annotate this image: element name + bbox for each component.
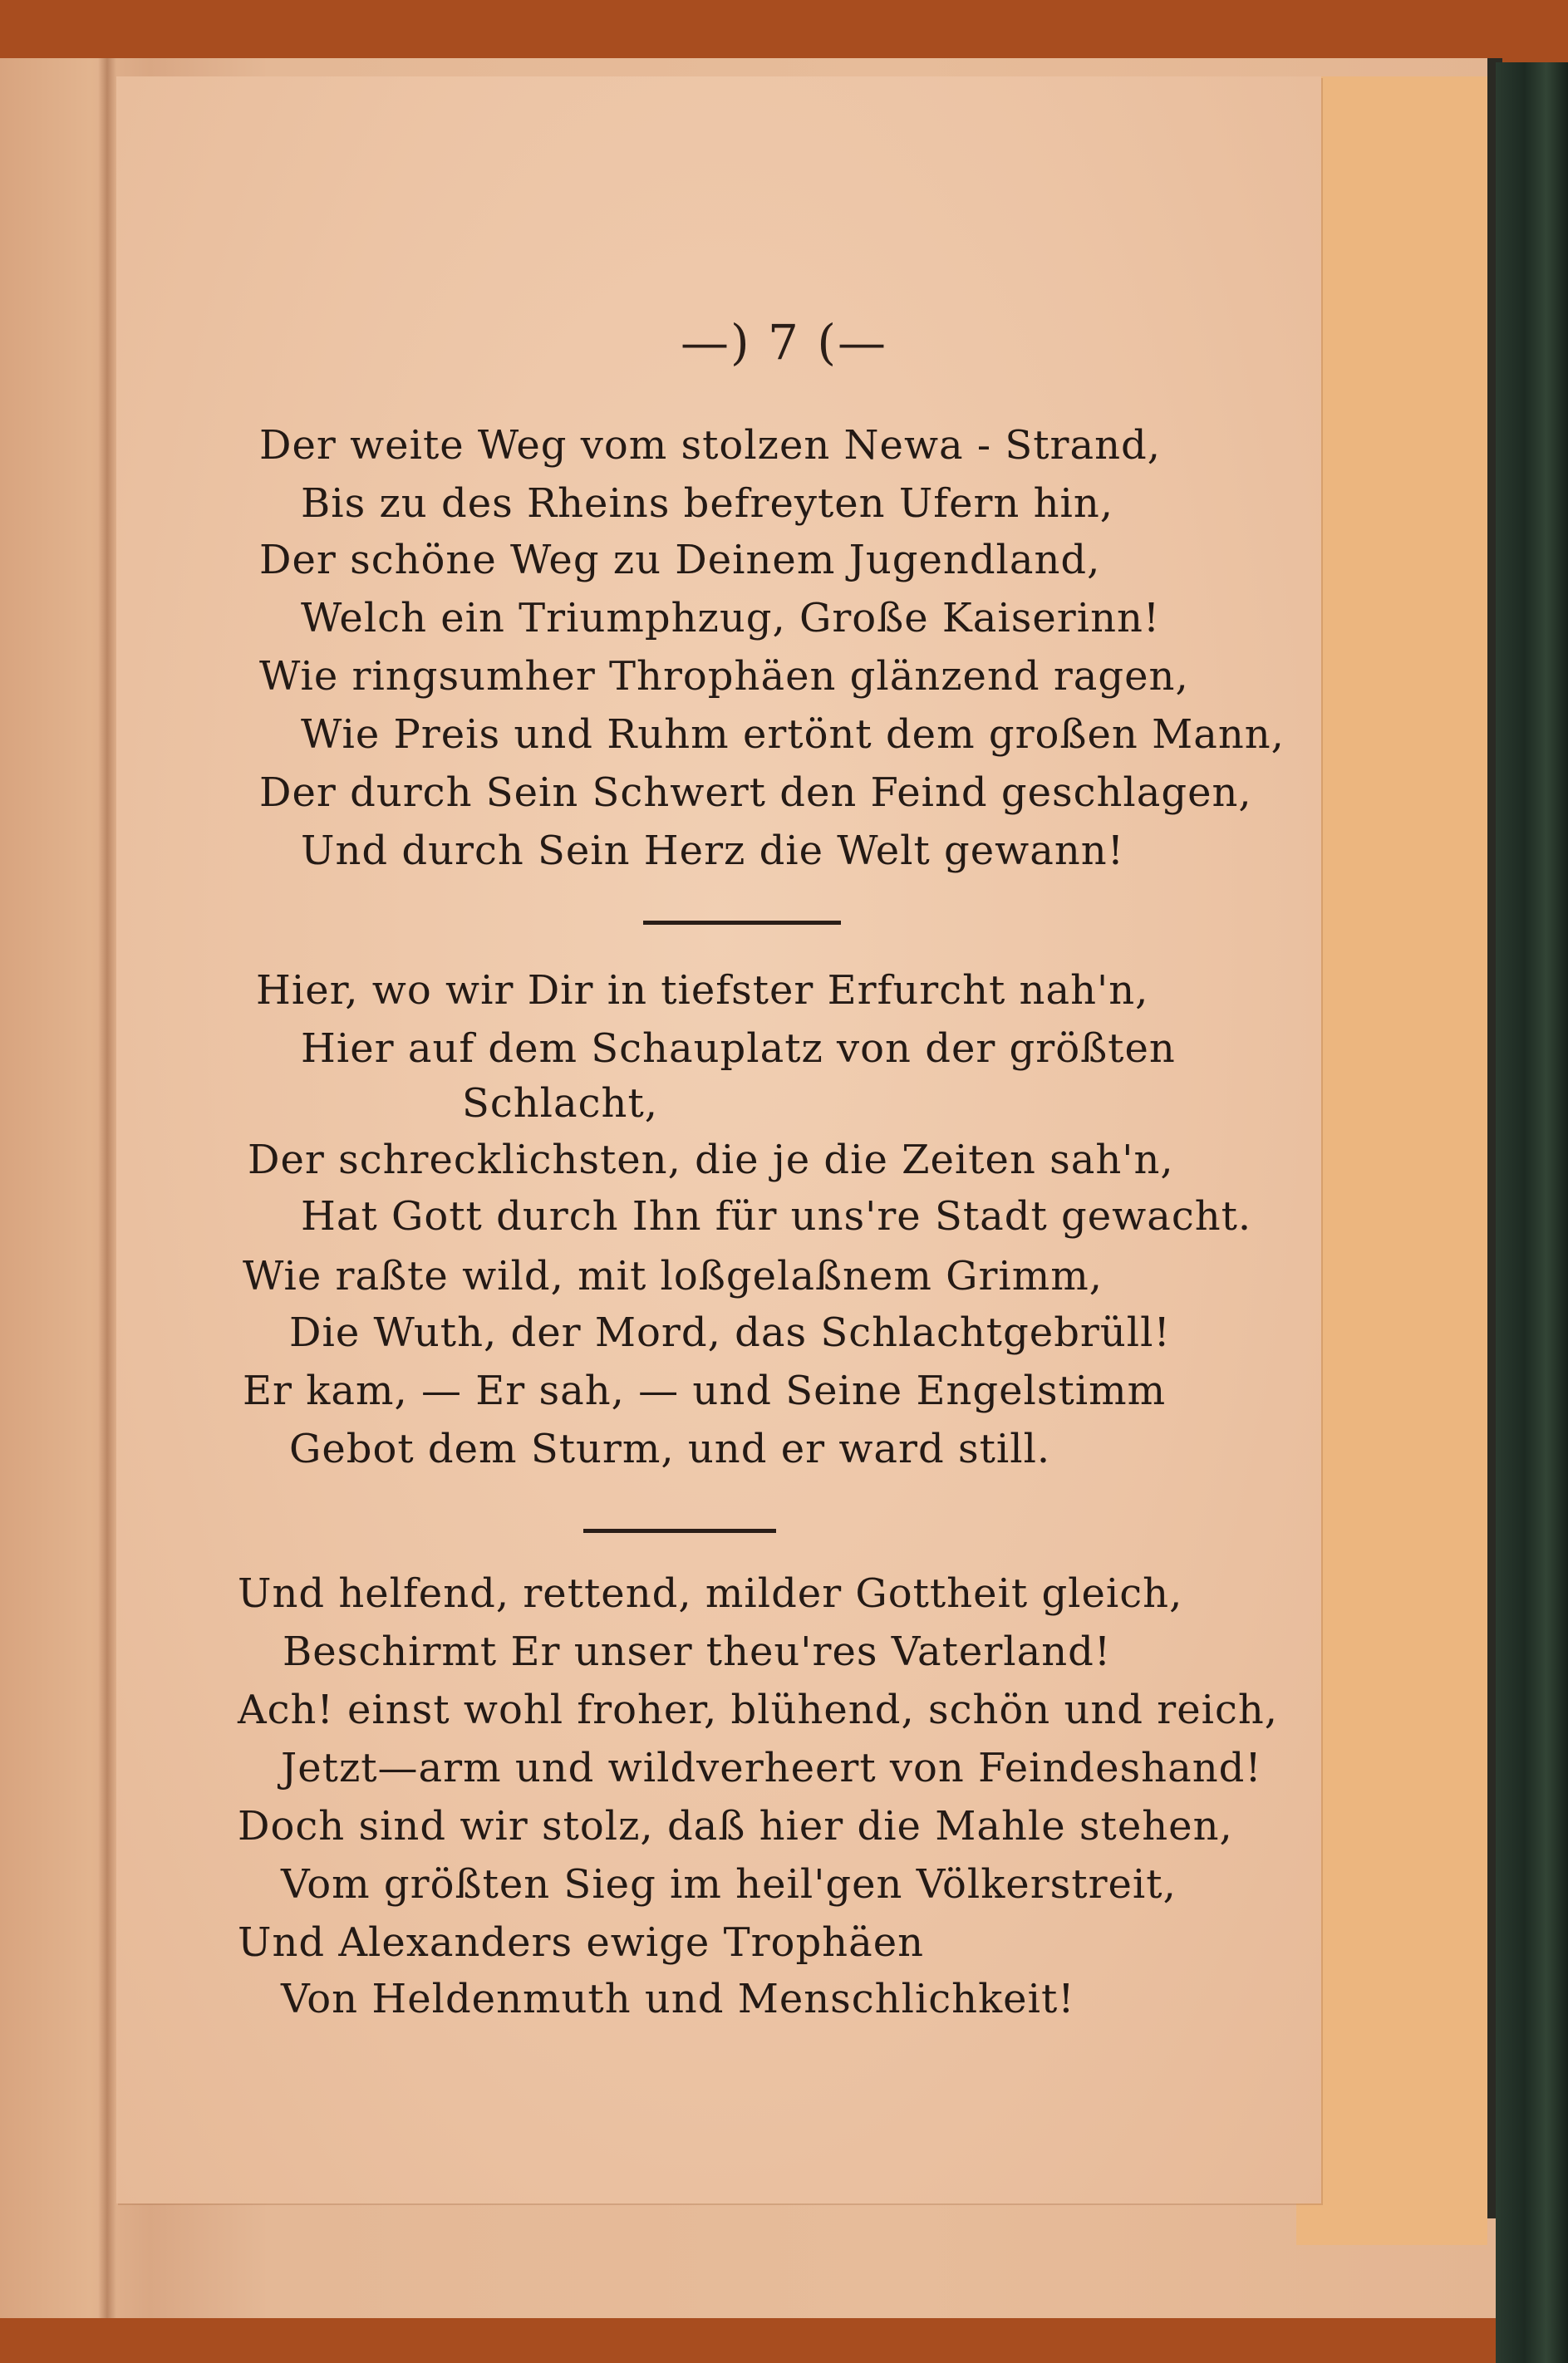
page-number: —) 7 (— [680, 314, 888, 371]
poem-line: Ach! einst wohl froher, blühend, schön und reich, [238, 1687, 1279, 1733]
poem-line: Der durch Sein Schwert den Feind geschlagen, [259, 769, 1252, 816]
poem-line: Und durch Sein Herz die Welt gewann! [301, 828, 1124, 874]
poem-line: Vom größten Sieg im heil'gen Völkerstreit, [281, 1861, 1177, 1908]
poem-line: Der schöne Weg zu Deinem Jugendland, [259, 537, 1101, 583]
poem-line: Doch sind wir stolz, daß hier die Mahle stehen, [238, 1803, 1233, 1850]
poem-line: Wie raßte wild, mit loßgelaßnem Grimm, [243, 1253, 1103, 1299]
poem-line: Jetzt—arm und wildverheert von Feindeshand! [281, 1745, 1262, 1791]
poem-line: Der weite Weg vom stolzen Newa - Strand, [259, 422, 1162, 469]
poem-line: Bis zu des Rheins befreyten Ufern hin, [301, 480, 1114, 527]
poem-line: Hier auf dem Schauplatz von der größten [301, 1025, 1176, 1072]
poem-line: Welch ein Triumphzug, Große Kaiserinn! [301, 595, 1161, 641]
cover-board [1496, 62, 1568, 2363]
endpaper [1296, 76, 1487, 2245]
poem-line: Wie ringsumher Throphäen glänzend ragen, [259, 653, 1189, 700]
poem-line: Und Alexanders ewige Trophäen [238, 1919, 925, 1966]
poem-line: Schlacht, [462, 1080, 658, 1127]
poem-line: Von Heldenmuth und Menschlichkeit! [281, 1976, 1075, 2022]
poem-line: Hier, wo wir Dir in tiefster Erfurcht nah'n, [256, 967, 1149, 1014]
page-gutter [98, 58, 116, 2318]
poem-line: Wie Preis und Ruhm ertönt dem großen Mann, [301, 711, 1285, 758]
poem-line: Beschirmt Er unser theu'res Vaterland! [283, 1629, 1112, 1675]
section-rule [643, 921, 841, 925]
poem-line: Gebot dem Sturm, und er ward still. [289, 1426, 1051, 1472]
poem-line: Hat Gott durch Ihn für uns're Stadt gewacht. [301, 1193, 1252, 1240]
poem-line: Und helfend, rettend, milder Gottheit gleich, [238, 1570, 1183, 1617]
poem-line: Die Wuth, der Mord, das Schlachtgebrüll! [289, 1309, 1171, 1356]
poem-line: Er kam, — Er sah, — und Seine Engelstimm [243, 1368, 1167, 1414]
poem-line: Der schrecklichsten, die je die Zeiten sah'n, [248, 1137, 1174, 1183]
section-rule [583, 1529, 776, 1533]
